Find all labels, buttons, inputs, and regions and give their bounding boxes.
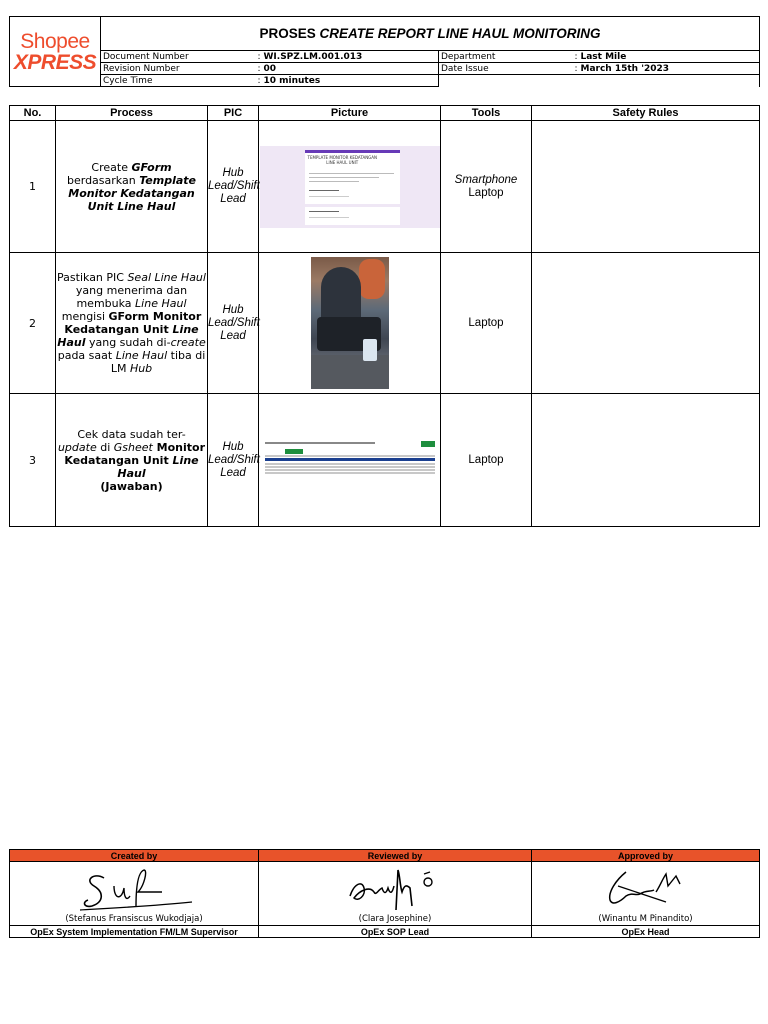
form-question-card (305, 186, 400, 204)
safety-rules-cell (532, 121, 760, 253)
text-run: mengisi (61, 310, 109, 323)
row-number: 2 (10, 253, 56, 394)
text-run: update (57, 440, 97, 454)
cycle-time-text: 10 minutes (263, 75, 321, 86)
form-line (309, 173, 394, 174)
picture-gform (259, 121, 441, 253)
text-run: Template Monitor Kedatangan Unit (68, 173, 196, 213)
safety-rules-cell (532, 394, 760, 527)
signature-table (9, 849, 760, 938)
empty-meta-cell (439, 75, 573, 87)
tools-cell (441, 253, 532, 394)
text-run: Gsheet (113, 440, 153, 454)
text-run: di (96, 440, 114, 454)
date-issue-value: : March 15th '2023 (573, 63, 760, 75)
reviewed-by-header: Reviewed by (259, 850, 532, 862)
col-safety: Safety Rules (532, 106, 760, 121)
form-line (309, 181, 359, 182)
reviewed-by-role: OpEx SOP Lead (259, 926, 532, 938)
text-run: Line Haul (117, 199, 176, 213)
text-run: yang menerima dan membuka (75, 284, 188, 310)
table-row (10, 121, 760, 253)
revision-text: 00 (263, 63, 277, 74)
empty-meta-cell (573, 75, 760, 87)
approved-by-name: (Winantu M Pinandito) (598, 914, 693, 924)
logo-line1: Shopee (20, 29, 90, 53)
department-value: : Last Mile (573, 51, 760, 63)
text-run: Monitor Kedatangan Unit (64, 440, 206, 467)
date-issue-text: March 15th '2023 (580, 63, 670, 74)
col-tools: Tools (441, 106, 532, 121)
tool-text: Laptop (468, 453, 504, 466)
created-by-name: (Stefanus Fransiscus Wukodjaja) (65, 914, 203, 924)
text-run: create (170, 336, 206, 349)
text-run: Hub (129, 362, 153, 375)
row-number: 3 (10, 394, 56, 527)
col-no: No. (10, 106, 56, 121)
pic-text: Hub Lead/Shift Lead (208, 440, 260, 479)
cycle-time-value: : 10 minutes (256, 75, 439, 87)
text-run: GForm (131, 160, 172, 174)
approved-signature-image (596, 866, 696, 910)
picture-photo (259, 253, 441, 394)
form-header-card (305, 150, 400, 187)
process-table (9, 105, 760, 527)
process-text (56, 394, 208, 527)
shopee-xpress-logo (10, 17, 101, 87)
title-italic: CREATE REPORT LINE HAUL MONITORING (319, 25, 601, 41)
pic-cell (208, 121, 259, 253)
reviewed-by-name: (Clara Josephine) (358, 914, 432, 924)
doc-number-text: WI.SPZ.LM.001.013 (263, 51, 363, 62)
title-plain: PROSES (259, 25, 320, 41)
text-run: (Jawaban) (100, 479, 163, 493)
staff-scanning-photo-image (311, 257, 389, 389)
text-run: Pastikan PIC (57, 271, 128, 284)
department-label: Department (439, 51, 573, 63)
form-title (308, 155, 378, 165)
created-by-header: Created by (10, 850, 259, 862)
created-signature-cell (10, 862, 259, 926)
table-row (10, 394, 760, 527)
text-run: tiba di LM (110, 349, 206, 375)
col-process: Process (56, 106, 208, 121)
text-run: Line Haul (117, 453, 199, 480)
safety-rules-cell (532, 253, 760, 394)
tool-text: Laptop (468, 186, 504, 199)
doc-number-label: Document Number (101, 51, 256, 63)
text-run: berdasarkan (67, 173, 140, 187)
cycle-time-label: Cycle Time (101, 75, 256, 87)
department-text: Last Mile (580, 51, 627, 62)
form-title-line1: TEMPLATE MONITOR KEDATANGAN (307, 154, 378, 160)
table-header-row (10, 106, 760, 121)
text-run: Line Haul (57, 323, 199, 349)
text-run: yang sudah di- (85, 336, 171, 349)
picture-gsheet (259, 394, 441, 527)
created-by-role: OpEx System Implementation FM/LM Supervisor (10, 926, 259, 938)
approved-signature-cell (532, 862, 760, 926)
created-signature-image (74, 866, 194, 916)
tools-cell (441, 394, 532, 527)
tool-text: Smartphone (454, 173, 518, 186)
col-picture: Picture (259, 106, 441, 121)
form-line (309, 177, 379, 178)
pic-cell (208, 253, 259, 394)
pic-cell (208, 394, 259, 527)
form-question-card (305, 207, 400, 225)
row-number: 1 (10, 121, 56, 253)
date-issue-label: Date Issue (439, 63, 573, 75)
pic-text: Hub Lead/Shift Lead (208, 303, 260, 342)
pic-text: Hub Lead/Shift Lead (208, 167, 260, 205)
page-title (101, 17, 760, 51)
reviewed-signature-cell (259, 862, 532, 926)
col-pic: PIC (208, 106, 259, 121)
doc-number-value: : WI.SPZ.LM.001.013 (256, 51, 439, 63)
reviewed-signature-image (340, 866, 450, 916)
document-header (9, 16, 760, 87)
text-run: Line Haul (115, 349, 168, 362)
process-text (56, 253, 208, 394)
tools-cell (441, 121, 532, 253)
approved-by-header: Approved by (532, 850, 760, 862)
approved-by-role: OpEx Head (532, 926, 760, 938)
text-run: Line Haul (135, 297, 187, 310)
text-run: Create (91, 160, 132, 174)
revision-label: Revision Number (101, 63, 256, 75)
text-run: pada saat (57, 349, 116, 362)
text-run: GForm Monitor Kedatangan Unit (64, 310, 202, 336)
gform-screenshot-image (260, 146, 440, 228)
tool-text: Laptop (468, 316, 504, 329)
revision-value: : 00 (256, 63, 439, 75)
gsheet-screenshot-image (261, 439, 439, 481)
text-run: Seal Line Haul (127, 271, 206, 284)
form-title-line2: LINE HAUL UNIT (326, 159, 359, 165)
process-text (56, 121, 208, 253)
table-row (10, 253, 760, 394)
text-run: Cek data sudah ter- (77, 427, 186, 441)
logo-line2: XPRESS (13, 50, 97, 74)
